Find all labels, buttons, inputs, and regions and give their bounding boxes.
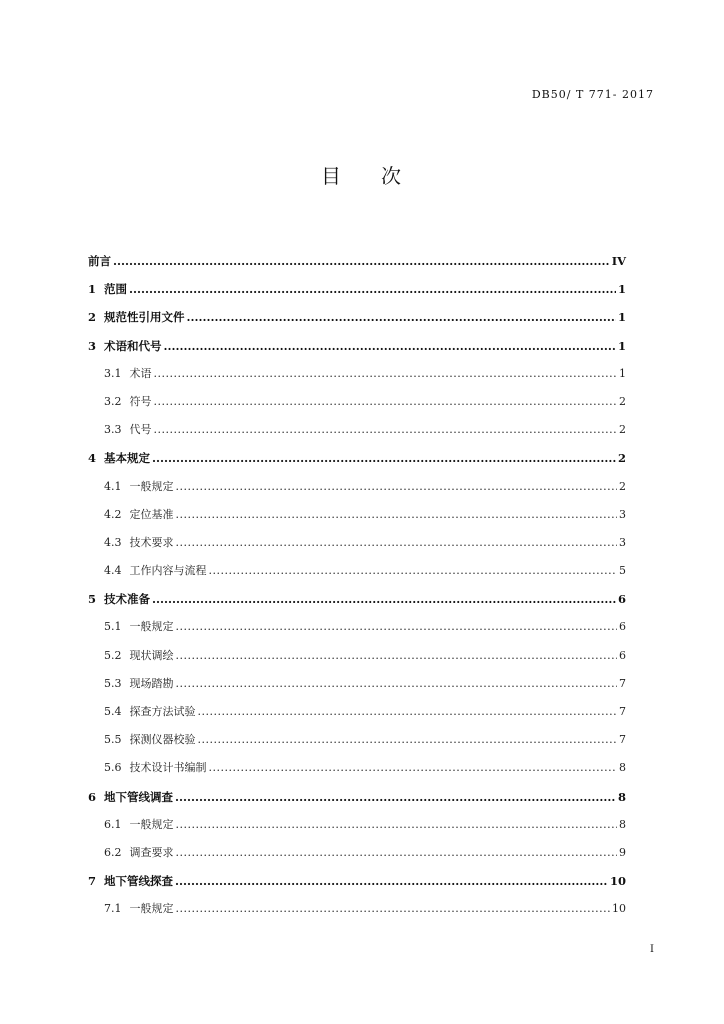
toc-entry[interactable] xyxy=(88,590,626,618)
toc-entry[interactable] xyxy=(88,534,626,562)
toc-entry-label: 前言 xyxy=(88,254,111,268)
toc-entry-number: 7.1 xyxy=(104,902,122,916)
toc-entry-number: 3.3 xyxy=(104,423,122,437)
table-of-contents xyxy=(88,252,626,929)
toc-leader-dots xyxy=(154,421,618,439)
toc-entry-page: 2 xyxy=(619,479,626,493)
toc-entry-number: 2 xyxy=(88,310,97,325)
toc-leader-dots xyxy=(152,449,616,467)
toc-entry-label: 一般规定 xyxy=(129,817,174,831)
toc-entry-page: 2 xyxy=(619,394,626,408)
toc-entry-page: IV xyxy=(611,254,626,268)
toc-leader-dots xyxy=(175,788,616,806)
toc-entry[interactable] xyxy=(88,421,626,449)
toc-entry[interactable] xyxy=(88,788,626,816)
toc-entry-number: 5.4 xyxy=(104,705,122,718)
toc-entry-number: 7 xyxy=(88,874,97,889)
toc-entry-page: 5 xyxy=(619,564,626,578)
toc-entry-label: 术语和代号 xyxy=(104,338,162,353)
toc-entry-page: 10 xyxy=(609,874,626,889)
toc-entry[interactable] xyxy=(88,816,626,844)
toc-leader-dots xyxy=(176,900,611,918)
toc-entry-number: 4.1 xyxy=(104,479,122,493)
toc-leader-dots xyxy=(164,337,616,355)
toc-entry-number: 6.2 xyxy=(104,845,122,859)
toc-leader-dots xyxy=(176,647,618,665)
toc-entry[interactable] xyxy=(88,506,626,534)
toc-entry-label: 符号 xyxy=(129,394,152,408)
toc-entry-page: 7 xyxy=(619,676,626,690)
toc-entry[interactable] xyxy=(88,308,626,336)
toc-entry-label: 现场踏勘 xyxy=(129,676,174,690)
toc-entry-page: 1 xyxy=(617,310,626,325)
toc-entry-page: 1 xyxy=(619,366,626,380)
toc-entry-page: 3 xyxy=(619,535,626,549)
toc-entry[interactable] xyxy=(88,365,626,393)
toc-entry-label: 定位基准 xyxy=(129,507,174,521)
toc-leader-dots xyxy=(209,759,618,777)
toc-entry-label: 范围 xyxy=(104,282,128,297)
toc-leader-dots xyxy=(154,393,618,411)
toc-entry-page: 7 xyxy=(619,733,626,747)
toc-leader-dots xyxy=(175,872,608,890)
toc-entry-label: 探测仪器校验 xyxy=(129,733,196,747)
toc-entry[interactable] xyxy=(88,478,626,506)
toc-entry-label: 一般规定 xyxy=(129,902,174,916)
toc-entry-page: 2 xyxy=(617,451,626,466)
toc-leader-dots xyxy=(187,308,616,326)
toc-leader-dots xyxy=(176,844,618,862)
toc-entry-label: 技术设计书编制 xyxy=(129,761,207,775)
title-char-1: 目 xyxy=(321,164,343,188)
toc-entry[interactable] xyxy=(88,900,626,928)
toc-leader-dots xyxy=(129,280,616,298)
toc-entry[interactable] xyxy=(88,759,626,787)
toc-entry-page: 1 xyxy=(617,282,626,297)
toc-entry-label: 技术准备 xyxy=(104,592,151,607)
toc-leader-dots xyxy=(176,618,618,636)
toc-entry[interactable] xyxy=(88,618,626,646)
toc-entry-number: 5 xyxy=(88,592,97,607)
toc-entry-number: 6 xyxy=(88,789,97,804)
title-char-2: 次 xyxy=(381,164,403,188)
toc-entry-label: 技术要求 xyxy=(129,535,174,549)
toc-entry-label: 地下管线探查 xyxy=(104,874,174,889)
toc-entry[interactable] xyxy=(88,562,626,590)
toc-entry-page: 8 xyxy=(619,817,626,831)
toc-entry-label: 工作内容与流程 xyxy=(129,564,207,578)
toc-entry-label: 现状调绘 xyxy=(129,648,174,662)
toc-entry-number: 4.2 xyxy=(104,507,122,521)
toc-entry-number: 6.1 xyxy=(104,817,122,831)
toc-entry-number: 5.5 xyxy=(104,733,122,747)
toc-entry-number: 4.4 xyxy=(104,564,122,578)
toc-entry-page: 6 xyxy=(617,592,626,607)
toc-entry[interactable] xyxy=(88,703,626,731)
toc-leader-dots xyxy=(176,534,618,552)
toc-entry[interactable] xyxy=(88,449,626,477)
toc-leader-dots xyxy=(198,731,618,749)
toc-entry-page: 8 xyxy=(617,789,626,804)
toc-leader-dots xyxy=(209,562,618,580)
toc-entry-label: 基本规定 xyxy=(104,451,151,466)
toc-leader-dots xyxy=(198,703,618,721)
toc-entry[interactable] xyxy=(88,647,626,675)
page-title xyxy=(0,160,724,189)
toc-leader-dots xyxy=(176,816,618,834)
toc-entry-number: 5.2 xyxy=(104,648,122,662)
toc-entry[interactable] xyxy=(88,675,626,703)
toc-leader-dots xyxy=(113,252,610,270)
toc-entry-number: 3 xyxy=(88,338,97,353)
toc-entry-number: 3.2 xyxy=(104,394,122,408)
toc-entry-label: 一般规定 xyxy=(129,620,174,634)
toc-entry-page: 9 xyxy=(619,845,626,859)
toc-entry[interactable] xyxy=(88,844,626,872)
page-number: I xyxy=(650,944,654,955)
toc-entry-page: 8 xyxy=(619,761,626,775)
toc-entry-page: 10 xyxy=(612,902,626,916)
toc-leader-dots xyxy=(176,478,618,496)
toc-leader-dots xyxy=(176,675,618,693)
toc-entry-number: 3.1 xyxy=(104,366,122,380)
toc-entry-page: 1 xyxy=(617,338,626,353)
toc-entry-number: 1 xyxy=(88,282,97,297)
toc-entry-page: 7 xyxy=(619,705,626,718)
toc-entry-label: 一般规定 xyxy=(129,479,174,493)
toc-leader-dots xyxy=(176,506,618,524)
toc-entry-label: 地下管线调查 xyxy=(104,789,174,804)
toc-entry-number: 5.1 xyxy=(104,620,122,634)
toc-entry-number: 4 xyxy=(88,451,97,466)
toc-entry-number: 5.6 xyxy=(104,761,122,775)
toc-entry[interactable] xyxy=(88,731,626,759)
toc-entry-label: 代号 xyxy=(129,423,152,437)
toc-entry-number: 5.3 xyxy=(104,676,122,690)
toc-leader-dots xyxy=(152,590,616,608)
toc-entry[interactable] xyxy=(88,872,626,900)
toc-entry-label: 调查要求 xyxy=(129,845,174,859)
toc-entry[interactable] xyxy=(88,280,626,308)
toc-entry-page: 2 xyxy=(619,423,626,437)
toc-entry[interactable] xyxy=(88,337,626,365)
toc-entry-page: 6 xyxy=(619,648,626,662)
toc-entry[interactable] xyxy=(88,252,626,280)
toc-entry-page: 6 xyxy=(619,620,626,634)
toc-entry-label: 术语 xyxy=(129,366,152,380)
standard-code: DB50/ T 771- 2017 xyxy=(531,88,654,101)
toc-entry-label: 规范性引用文件 xyxy=(104,310,185,325)
toc-entry-label: 探查方法试验 xyxy=(129,705,196,718)
toc-entry-number: 4.3 xyxy=(104,535,122,549)
toc-entry[interactable] xyxy=(88,393,626,421)
toc-entry-page: 3 xyxy=(619,507,626,521)
toc-leader-dots xyxy=(154,365,618,383)
